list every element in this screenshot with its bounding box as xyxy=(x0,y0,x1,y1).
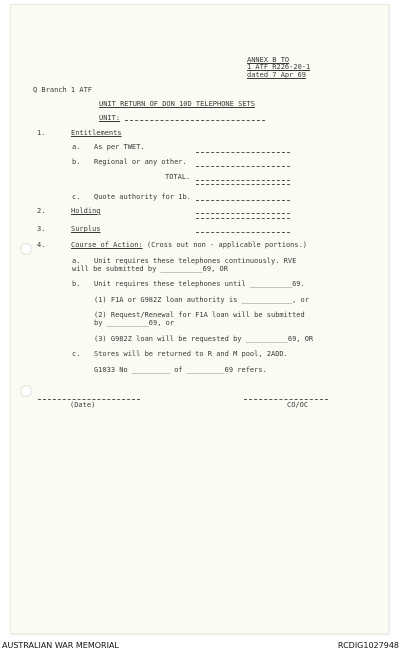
section-3-title: Surplus xyxy=(71,225,101,233)
section-4-title: Course of Action: xyxy=(71,241,143,249)
item-4b-text: Unit requires these telephones until __________69. xyxy=(94,280,305,288)
co-label: CO/OC xyxy=(287,401,309,409)
section-2-number: 2. xyxy=(37,207,46,215)
item-4b-label: b. xyxy=(72,280,81,288)
item-4c-text: Stores will be returned to R and M pool, 2ADD. xyxy=(94,350,288,358)
branch-line: Q Branch 1 ATF xyxy=(33,86,93,94)
item-4b-2-line-1: (2) Request/Renewal for F1A loan will be submitted xyxy=(94,311,305,319)
section-4-number: 4. xyxy=(37,241,46,249)
item-b-label: b. xyxy=(72,158,81,166)
item-a-line xyxy=(196,152,290,153)
punch-hole xyxy=(20,243,32,255)
item-a-label: a. xyxy=(72,143,81,151)
section-3-number: 3. xyxy=(37,225,46,233)
footer-source: AUSTRALIAN WAR MEMORIAL xyxy=(2,641,119,650)
annex-line-3: dated 7 Apr 69 xyxy=(247,71,307,79)
section-2-title: Holding xyxy=(71,207,101,215)
item-4a-label: a. xyxy=(72,257,81,265)
holding-line-2 xyxy=(196,218,290,219)
item-c-text: Quote authority for 1b. xyxy=(94,193,191,201)
section-4-heading xyxy=(71,241,307,249)
item-a-text: As per TWET. xyxy=(94,143,145,151)
item-4a-line-2: will be submitted by __________69, OR xyxy=(72,265,228,273)
item-b-line xyxy=(196,166,290,167)
section-4-note: (Cross out non - applicable portions.) xyxy=(146,241,308,249)
annex-line-1: ANNEX B TO xyxy=(247,56,290,64)
surplus-line xyxy=(196,232,290,233)
date-label: (Date) xyxy=(70,401,96,409)
g1033-line: G1033 No _________ of _________69 refers. xyxy=(94,366,267,374)
section-1-number: 1. xyxy=(37,129,46,137)
section-1-title: Entitlements xyxy=(71,129,122,137)
item-4b-2-line-2: by __________69, or xyxy=(94,319,175,327)
document-page xyxy=(10,4,389,634)
unit-field-line xyxy=(125,120,265,121)
item-c-label: c. xyxy=(72,193,81,201)
total-label: TOTAL. xyxy=(165,173,191,181)
signature-line xyxy=(244,399,328,400)
item-4b-1: (1) F1A or G982Z loan authority is ____________, or xyxy=(94,296,309,304)
item-4b-3: (3) G982Z loan will be requested by __________69, OR xyxy=(94,335,314,343)
date-line xyxy=(38,399,140,400)
annex-line-2: 1 ATF R226-20-1 xyxy=(247,63,311,71)
unit-label: UNIT: xyxy=(99,114,121,122)
item-c-line xyxy=(196,200,290,201)
item-b-text: Regional or any other. xyxy=(94,158,187,166)
item-4a-line-1: Unit requires these telephones continuously. RVE xyxy=(94,257,297,265)
item-4c-label: c. xyxy=(72,350,81,358)
footer-id: RCDIG1027948 xyxy=(337,641,399,650)
total-line-2 xyxy=(196,184,290,185)
holding-line-1 xyxy=(196,213,290,214)
form-title: UNIT RETURN OF DON 10D TELEPHONE SETS xyxy=(99,100,255,108)
total-line-1 xyxy=(196,180,290,181)
punch-hole xyxy=(20,385,32,397)
